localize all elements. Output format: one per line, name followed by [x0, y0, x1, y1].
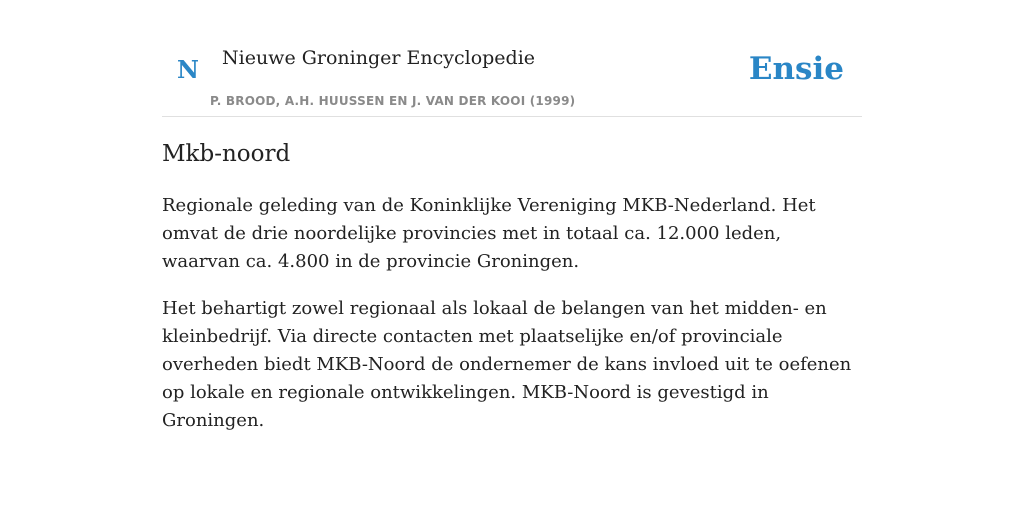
article: [162, 138, 862, 435]
encyclopedia-logo[interactable]: N: [177, 55, 199, 84]
article-body: [162, 192, 862, 435]
encyclopedia-title-link[interactable]: Nieuwe Groninger Encyclopedie: [222, 47, 536, 69]
encyclopedia-header: [162, 0, 862, 117]
article-title: Mkb-noord: [162, 141, 291, 167]
ensie-logo-link[interactable]: Ensie: [748, 51, 844, 87]
article-paragraph: Regionale geleding van de Koninklijke Vereniging MKB-Nederland. Het omvat de drie noordelijke provincies met in totaal ca. 12.000 leden, waarvan ca. 4.800 in de provincie Groningen.: [162, 195, 816, 272]
authors-line: P. BROOD, A.H. HUUSSEN EN J. VAN DER KOOI (1999): [210, 94, 576, 108]
article-paragraph: Het behartigt zowel regionaal als lokaal de belangen van het midden- en kleinbedrijf. Via directe contacten met plaatselijke en/of provinciale overheden biedt MKB-Noord de ondernemer de kans invloed uit te oefenen op lokale en regionale ontwikkelingen. MKB-Noord is gevestigd in Groningen.: [162, 298, 852, 431]
